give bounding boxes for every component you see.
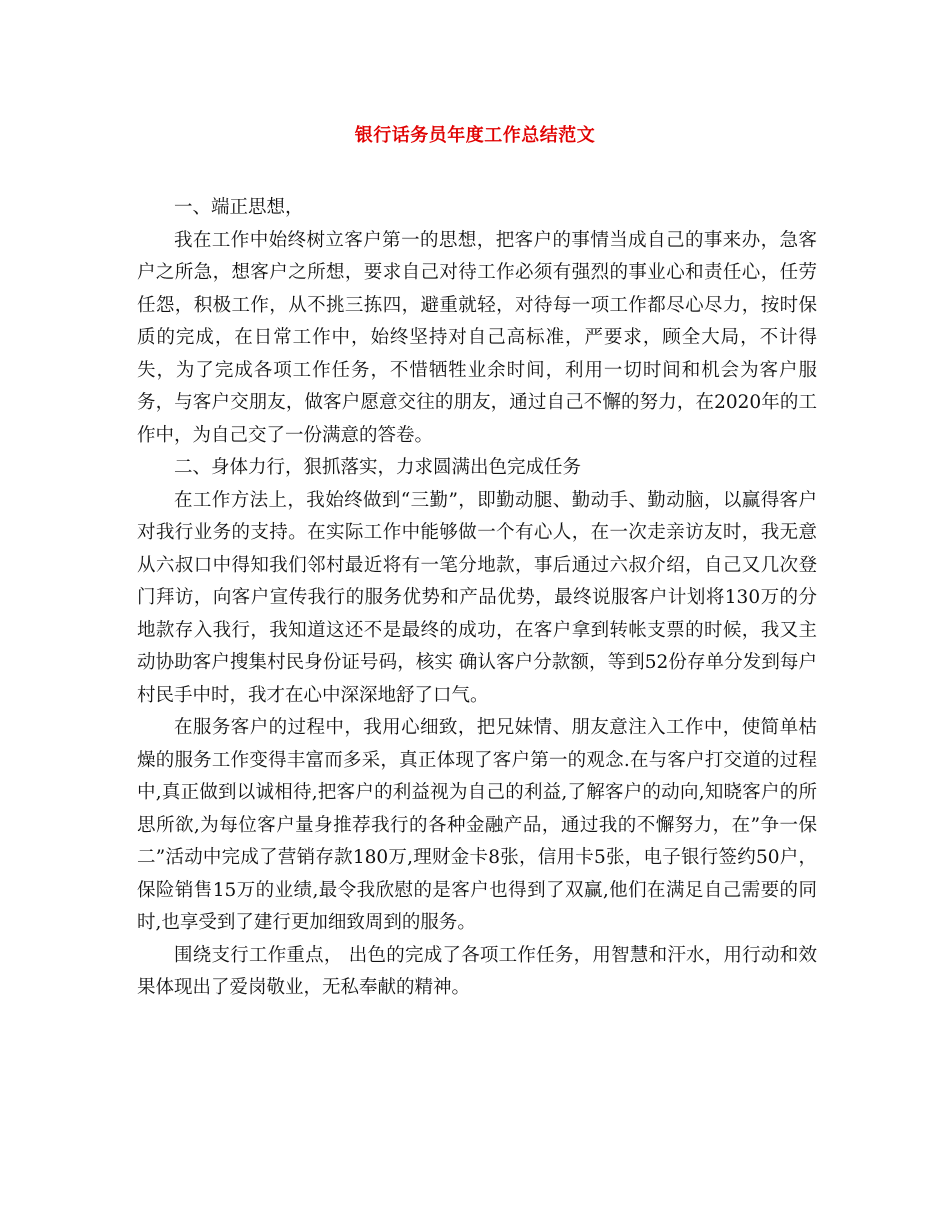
- paragraph-1: 我在工作中始终树立客户第一的思想，把客户的事情当成自己的事来办，急客户之所急，想客户之所想，要求自己对待工作必须有强烈的事业心和责任心，任劳任怨，积极工作，从不挑三拣四，避重就轻，对待每一项工作都尽心尽力，按时保质的完成，在日常工作中，始终坚持对自己高标准，严要求，顾全大局，不计得失，为了完成各项工作任务，不惜牺牲业余时间，利用一切时间和机会为客户服务，与客户交朋友，做客户愿意交往的朋友，通过自己不懈的努力，在2020年的工作中，为自己交了一份满意的答卷。: [137, 229, 817, 446]
- section-heading-1: 一、端正思想，: [174, 197, 304, 218]
- paragraph-3: 在服务客户的过程中，我用心细致，把兄妹情、朋友意注入工作中，使简单枯燥的服务工作变得丰富而多采，真正体现了客户第一的观念.在与客户打交道的过程中,真正做到以诚相待,把客户的利益视为自己的利益,了解客户的动向,知晓客户的所思所欲,为每位客户量身推荐我行的各种金融产品，通过我的不懈努力，在”争一保二”活动中完成了营销存款180万,理财金卡8张，信用卡5张，电子银行签约50户，保险销售15万的业绩,最令我欣慰的是客户也得到了双赢,他们在满足自己需要的同时,也享受到了建行更加细致周到的服务。: [137, 717, 817, 933]
- document-title: 银行话务员年度工作总结范文: [354, 125, 596, 146]
- paragraph-2: 在工作方法上，我始终做到“三勤”，即勤动腿、勤动手、勤动脑，以赢得客户对我行业务的支持。在实际工作中能够做一个有心人，在一次走亲访友时，我无意从六叔口中得知我们邻村最近将有一笔分地款，事后通过六叔介绍，自己又几次登门拜访，向客户宣传我行的服务优势和产品优势，最终说服客户计划将130万的分地款存入我行，我知道这还不是最终的成功，在客户拿到转帐支票的时候，我又主动协助客户搜集村民身份证号码，核实 确认客户分款额，等到52份存单分发到每户村民手中时，我才在心中深深地舒了口气。: [137, 489, 817, 706]
- document-body: [137, 192, 817, 1005]
- paragraph-4: 围绕支行工作重点， 出色的完成了各项工作任务，用智慧和汗水，用行动和效果体现出了爱岗敬业，无私奉献的精神。: [137, 944, 817, 998]
- section-heading-2: 二、身体力行，狠抓落实，力求圆满出色完成任务: [174, 457, 582, 478]
